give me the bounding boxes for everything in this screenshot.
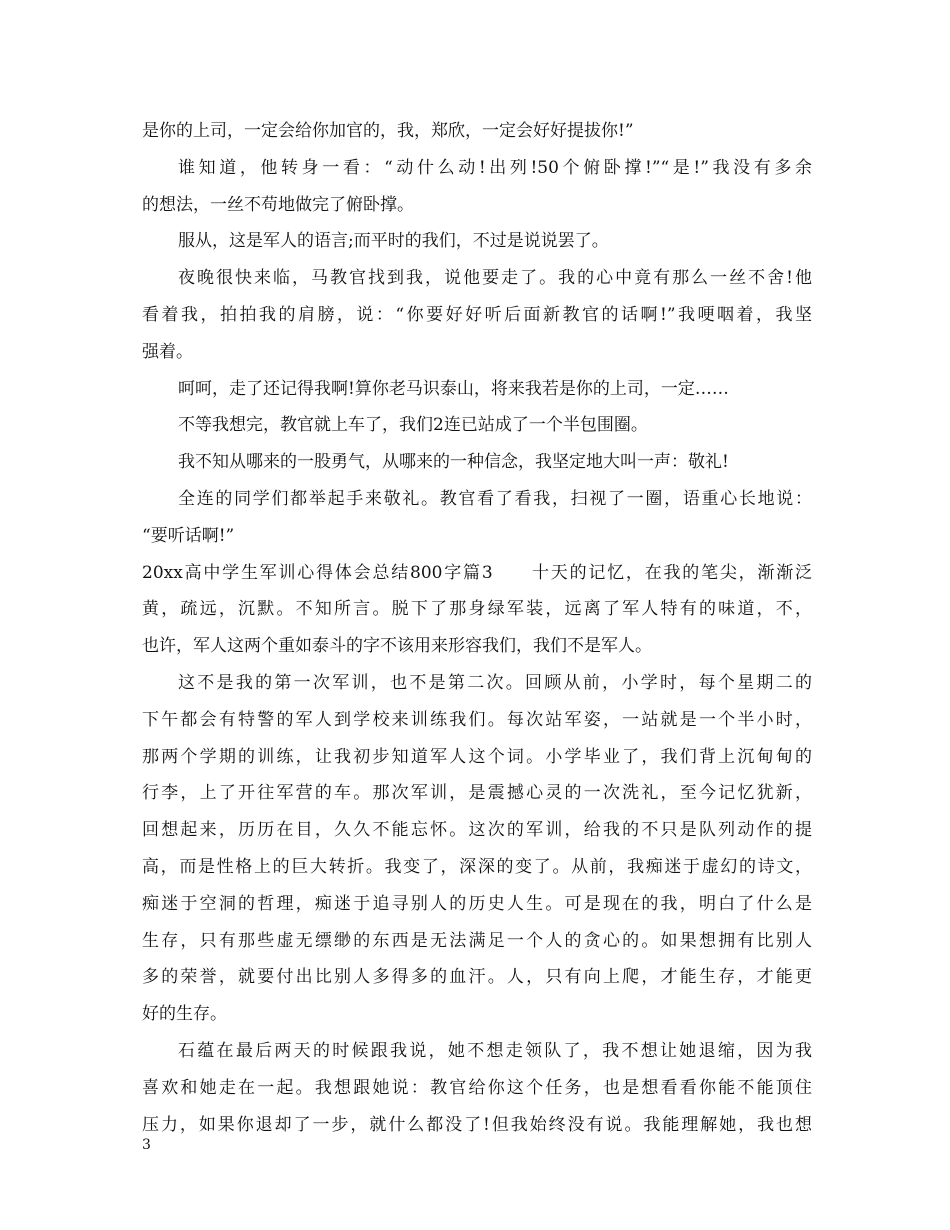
text-line: 也许，军人这两个重如泰斗的字不该用来形容我们，我们不是军人。 bbox=[142, 636, 652, 657]
text-line: 行李，上了开往军营的车。那次军训，是震撼心灵的一次洗礼，至今记忆犹新， bbox=[142, 783, 812, 804]
text-line: 看着我，拍拍我的肩膀，说：“你要好好听后面新教官的话啊!”我哽咽着，我坚 bbox=[142, 304, 812, 325]
text-line: 服从，这是军人的语言;而平时的我们，不过是说说罢了。 bbox=[178, 231, 609, 252]
text-line: 压力，如果你退却了一步，就什么都没了!但我始终没有说。我能理解她，我也想 bbox=[142, 1114, 812, 1135]
text-line: 强着。 bbox=[142, 341, 193, 362]
text-line: 生存，只有那些虚无缥缈的东西是无法满足一个人的贪心的。如果想拥有比别人 bbox=[142, 930, 812, 951]
text-line: 好的生存。 bbox=[142, 1004, 227, 1025]
text-line: 石蕴在最后两天的时候跟我说，她不想走领队了，我不想让她退缩，因为我 bbox=[178, 1040, 812, 1061]
text-line: 多的荣誉，就要付出比别人多得多的血汗。人，只有向上爬，才能生存，才能更 bbox=[142, 967, 812, 988]
text-line: 呵呵，走了还记得我啊!算你老马识泰山，将来我若是你的上司，一定…… bbox=[178, 378, 729, 399]
text-line: 这不是我的第一次军训，也不是第二次。回顾从前，小学时，每个星期二的 bbox=[178, 672, 812, 693]
text-line: 谁知道，他转身一看：“动什么动!出列!50个俯卧撑!”“是!”我没有多余 bbox=[178, 157, 812, 178]
text-line: 是你的上司，一定会给你加官的，我，郑欣，一定会好好提拔你!” bbox=[142, 121, 634, 141]
text-line: 那两个学期的训练，让我初步知道军人这个词。小学毕业了，我们背上沉甸甸的 bbox=[142, 746, 812, 767]
text-line: 下午都会有特警的军人到学校来训练我们。每次站军姿，一站就是一个半小时， bbox=[142, 709, 812, 730]
text-line: 的想法，一丝不苟地做完了俯卧撑。 bbox=[142, 194, 414, 215]
text-line: “要听话啊!” bbox=[142, 525, 235, 546]
text-line: 夜晚很快来临，马教官找到我，说他要走了。我的心中竟有那么一丝不舍!他 bbox=[178, 268, 812, 289]
text-line: 喜欢和她走在一起。我想跟她说：教官给你这个任务，也是想看看你能不能顶住 bbox=[142, 1077, 812, 1098]
page-number: 3 bbox=[142, 1137, 151, 1153]
text-line: 20xx高中学生军训心得体会总结800字篇3 十天的记忆，在我的笔尖，渐渐泛 bbox=[142, 562, 812, 583]
text-line: 痴迷于空洞的哲理，痴迷于追寻别人的历史人生。可是现在的我，明白了什么是 bbox=[142, 893, 812, 914]
text-line: 不等我想完，教官就上车了，我们2连已站成了一个半包围圈。 bbox=[178, 415, 648, 436]
text-line: 全连的同学们都举起手来敬礼。教官看了看我，扫视了一圈，语重心长地说： bbox=[178, 488, 812, 509]
text-line: 回想起来，历历在目，久久不能忘怀。这次的军训，给我的不只是队列动作的提 bbox=[142, 820, 812, 841]
document-body bbox=[142, 113, 812, 1143]
text-line: 高，而是性格上的巨大转折。我变了，深深的变了。从前，我痴迷于虚幻的诗文， bbox=[142, 856, 812, 877]
text-line: 黄，疏远，沉默。不知所言。脱下了那身绿军装，远离了军人特有的味道，不， bbox=[142, 599, 812, 620]
text-line: 我不知从哪来的一股勇气，从哪来的一种信念，我坚定地大叫一声：敬礼! bbox=[178, 452, 729, 473]
